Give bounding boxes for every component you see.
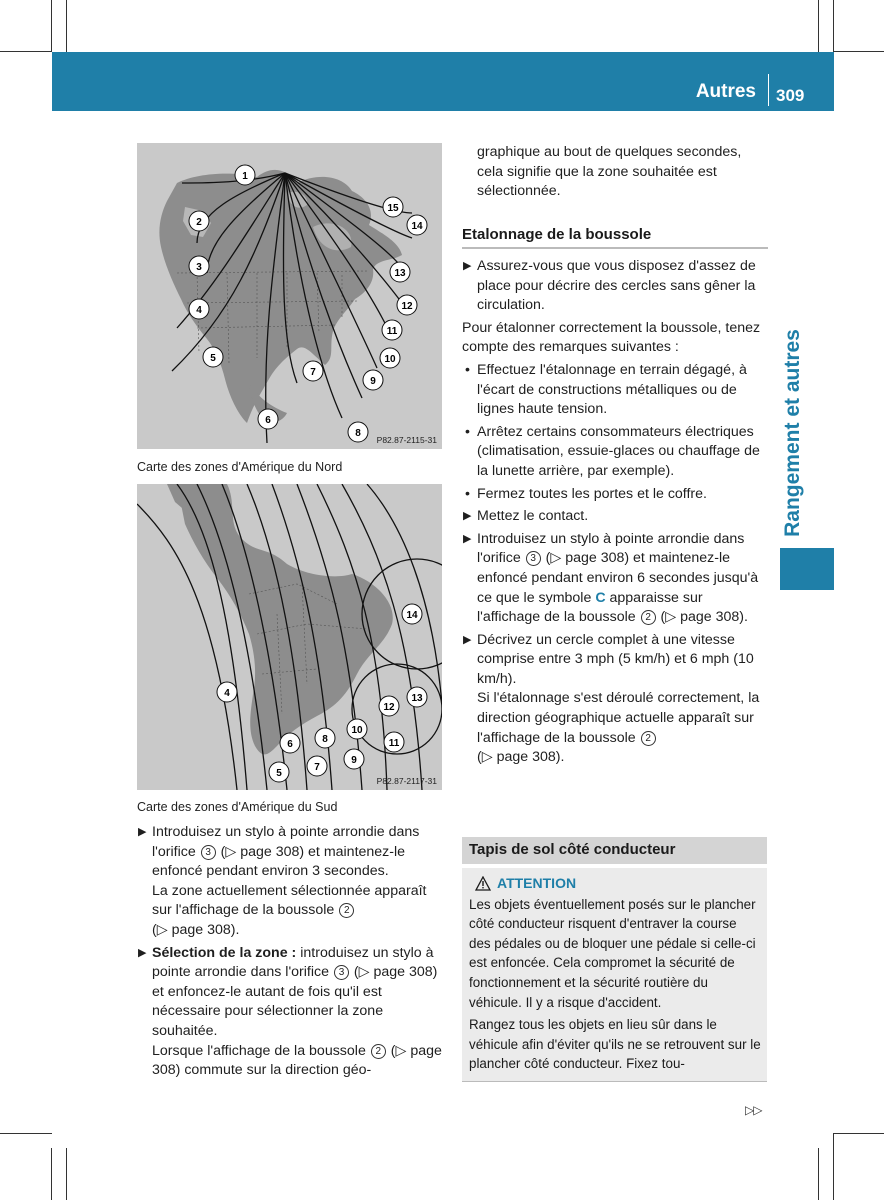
section-title: Autres xyxy=(695,81,756,102)
callout-number: 2 xyxy=(641,731,656,746)
crop-mark xyxy=(818,0,819,52)
south-america-zone-map xyxy=(137,484,442,790)
instruction-step: ▶ Sélection de la zone : introduisez un stylo à pointe arrondie dans l'orifice 3 (▷ page 308) et enfoncez-le autant de fois qu'il est nécessaire pour sélectionner la zone souhaitée. Lorsque l'affichage de la boussole 2 (▷ page 308) commute sur la direction géo- xyxy=(138,944,442,1079)
svg-text:14: 14 xyxy=(406,610,418,621)
warning-title: ATTENTION xyxy=(469,874,761,894)
compass-symbol: C xyxy=(595,589,606,606)
svg-text:6: 6 xyxy=(265,415,271,426)
svg-text:3: 3 xyxy=(196,262,202,273)
warning-box xyxy=(462,868,767,1082)
step-arrow-icon: ▶ xyxy=(138,946,147,959)
paragraph: Pour étalonner correctement la boussole, tenez compte des remarques suivantes : xyxy=(462,319,761,356)
callout-number: 2 xyxy=(371,1044,386,1059)
bullet-item: • Effectuez l'étalonnage en terrain dégagé, à l'écart de constructions métalliques ou de lignes haute tension. xyxy=(465,361,747,418)
subsection-heading: Tapis de sol côté conducteur xyxy=(462,837,767,864)
callout-number: 2 xyxy=(641,610,656,625)
svg-text:12: 12 xyxy=(383,702,395,713)
crop-mark xyxy=(51,0,52,52)
step-arrow-icon: ▶ xyxy=(463,532,472,545)
svg-text:8: 8 xyxy=(355,428,361,439)
instruction-step: ▶ Introduisez un stylo à pointe arrondie dans l'orifice 3 (▷ page 308) et maintenez-le enfoncé pendant environ 3 secondes. La zone actuellement sélectionnée apparaît sur l'affichage de la boussole 2 (▷ page 308). xyxy=(138,824,427,938)
warning-text: Rangez tous les objets en lieu sûr dans le véhicule afin d'éviter qu'ils ne se retrouvent sur le plancher côté conducteur. Fixez tou- xyxy=(469,1017,761,1072)
warning-triangle-icon xyxy=(475,876,491,891)
crop-mark xyxy=(66,0,67,52)
bullet-item: • Fermez toutes les portes et le coffre. xyxy=(462,485,768,505)
svg-text:7: 7 xyxy=(310,367,316,378)
step-arrow-icon: ▶ xyxy=(463,510,472,523)
svg-text:12: 12 xyxy=(401,301,413,312)
svg-text:5: 5 xyxy=(276,768,282,779)
crop-mark xyxy=(0,1133,52,1134)
figure-reference: P82.87-2115-31 xyxy=(376,435,437,445)
callout-number: 3 xyxy=(334,965,349,980)
figure-caption: Carte des zones d'Amérique du Sud xyxy=(137,800,338,814)
right-column xyxy=(462,257,768,771)
instruction-step: ▶ Décrivez un cercle complet à une vitesse comprise entre 3 mph (5 km/h) et 6 mph (10 km/h). Si l'étalonnage s'est déroulé correctement, la direction géographique actuelle apparaît sur l'affichage de la boussole 2 (▷ page 308). xyxy=(463,631,760,766)
page-number: 309 xyxy=(776,86,805,105)
callout-number: 2 xyxy=(339,903,354,918)
continued-arrow-icon: ▷▷ xyxy=(745,1103,762,1117)
figure-reference: P82.87-2117-31 xyxy=(376,776,437,786)
crop-mark xyxy=(833,1133,834,1200)
bullet-icon: • xyxy=(465,423,470,440)
right-column-top xyxy=(462,143,768,205)
svg-text:4: 4 xyxy=(196,305,202,316)
svg-text:4: 4 xyxy=(224,688,230,699)
figure-caption: Carte des zones d'Amérique du Nord xyxy=(137,460,343,474)
svg-text:10: 10 xyxy=(351,725,363,736)
svg-text:1: 1 xyxy=(242,171,248,182)
svg-text:11: 11 xyxy=(388,738,400,749)
svg-text:13: 13 xyxy=(411,693,423,704)
svg-text:14: 14 xyxy=(411,221,423,232)
svg-text:10: 10 xyxy=(384,354,396,365)
svg-text:13: 13 xyxy=(394,268,406,279)
header-divider xyxy=(768,74,769,106)
svg-text:9: 9 xyxy=(370,376,376,387)
section-heading: Etalonnage de la boussole xyxy=(462,226,768,249)
svg-text:11: 11 xyxy=(386,326,398,337)
step-arrow-icon: ▶ xyxy=(138,826,147,838)
svg-text:5: 5 xyxy=(210,353,216,364)
left-column xyxy=(137,823,444,1084)
instruction-step: ▶ Mettez le contact. xyxy=(462,507,768,527)
callout-number: 3 xyxy=(201,845,216,860)
callout-number: 3 xyxy=(526,551,541,566)
warning-text: Les objets éventuellement posés sur le plancher côté conducteur risquent d'entraver la course des pédales ou de bloquer une pédale si celle-ci est enfoncée. Cela compromet la sécurité de fonctionnement et la sécurité routière du véhicule. Il y a risque d'accident. xyxy=(469,896,756,1010)
svg-text:15: 15 xyxy=(387,203,399,214)
svg-text:6: 6 xyxy=(287,739,293,750)
bullet-icon: • xyxy=(465,361,470,378)
chapter-marker xyxy=(780,548,834,590)
svg-text:8: 8 xyxy=(322,734,328,745)
svg-text:2: 2 xyxy=(196,217,202,228)
svg-text:9: 9 xyxy=(351,755,357,766)
crop-mark xyxy=(833,0,834,52)
instruction-step: ▶ Assurez-vous que vous disposez d'assez de place pour décrire des cercles sans gêner la circulation. xyxy=(463,258,756,314)
step-arrow-icon: ▶ xyxy=(463,633,472,646)
bullet-icon: • xyxy=(465,485,470,502)
crop-mark xyxy=(834,1133,884,1134)
north-america-zone-map xyxy=(137,143,442,449)
chapter-side-label: Rangement et autres xyxy=(781,328,804,537)
svg-text:7: 7 xyxy=(314,762,320,773)
crop-mark xyxy=(51,1148,52,1200)
crop-mark xyxy=(818,1148,819,1200)
crop-mark xyxy=(0,51,52,52)
crop-mark xyxy=(66,1148,67,1200)
bullet-item: • Arrêtez certains consommateurs électriques (climatisation, essuie-glaces ou chauffage de la lunette arrière, par exemple). xyxy=(465,423,760,479)
crop-mark xyxy=(834,51,884,52)
step-arrow-icon: ▶ xyxy=(463,260,472,272)
instruction-step: ▶ Introduisez un stylo à pointe arrondie dans l'orifice 3 (▷ page 308) et maintenez-le enfoncé pendant environ 6 secondes jusqu'à ce que le symbole C apparaisse sur l'affichage de la boussole 2 (▷ page 308). xyxy=(463,530,759,626)
continued-paragraph: graphique au bout de quelques secondes, cela signifie que la zone souhaitée est sélectionnée. xyxy=(477,144,742,200)
